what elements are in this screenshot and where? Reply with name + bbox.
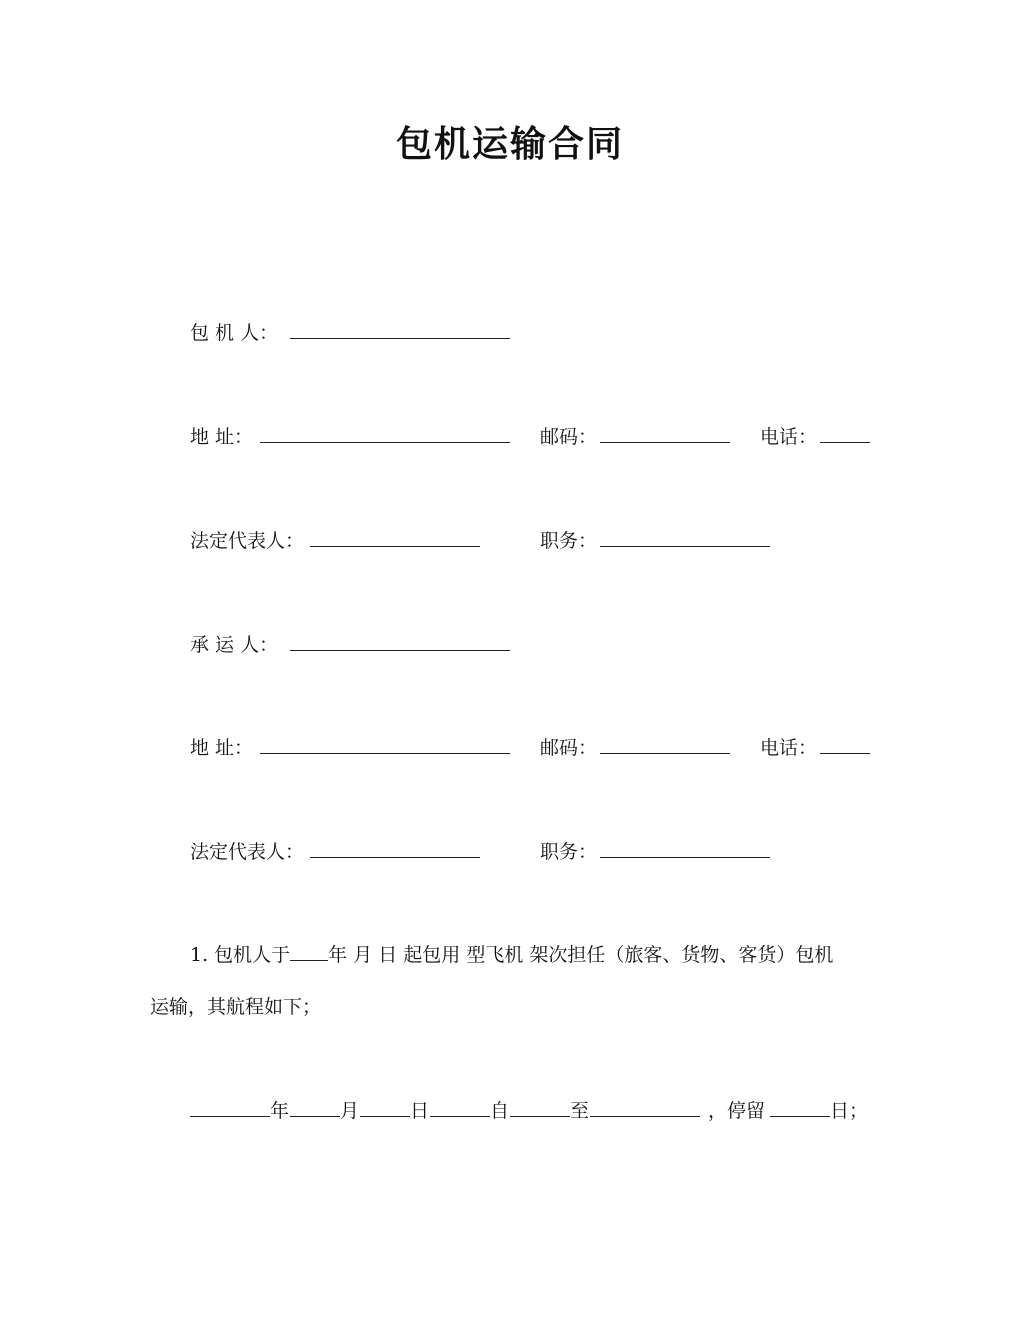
charterer-phone-field[interactable] <box>820 422 870 452</box>
carrier-postcode-label: 邮码： <box>540 737 598 759</box>
charterer-name-field[interactable] <box>290 318 510 348</box>
charterer-address-field[interactable] <box>260 422 510 452</box>
schedule-stay-label: ，停留 <box>708 1100 766 1122</box>
document-title: 包机运输合同 <box>395 124 624 165</box>
carrier-phone-label: 电话： <box>760 737 818 759</box>
carrier-position-label: 职务： <box>540 841 598 863</box>
schedule-year-field[interactable] <box>190 1096 270 1126</box>
clause-1-line-2: 运输，其航程如下； <box>150 996 322 1018</box>
carrier-rep-label: 法定代表人： <box>190 841 305 863</box>
carrier-rep-field[interactable] <box>310 837 480 867</box>
carrier-name-field[interactable] <box>290 630 510 660</box>
schedule-stay-days-field[interactable] <box>770 1096 830 1126</box>
charterer-postcode-label: 邮码： <box>540 426 598 448</box>
schedule-days-label: 日； <box>830 1100 869 1122</box>
schedule-from-label: 自 <box>490 1100 510 1122</box>
schedule-origin-field[interactable] <box>430 1096 490 1126</box>
carrier-phone-field[interactable] <box>820 733 870 763</box>
carrier-postcode-field[interactable] <box>600 733 730 763</box>
charterer-rep-field[interactable] <box>310 526 480 556</box>
clause-1-year-field[interactable] <box>290 944 328 966</box>
charterer-position-field[interactable] <box>600 526 770 556</box>
schedule-destination-field[interactable] <box>590 1096 700 1126</box>
carrier-address-label: 地 址： <box>190 737 254 759</box>
charterer-name-label: 包 机 人： <box>190 322 279 344</box>
clause-1-text-a: 1. 包机人于 <box>190 944 291 966</box>
charterer-rep-label: 法定代表人： <box>190 530 305 552</box>
charterer-position-label: 职务： <box>540 530 598 552</box>
carrier-address-field[interactable] <box>260 733 510 763</box>
schedule-departure-field[interactable] <box>510 1096 570 1126</box>
schedule-day-field[interactable] <box>360 1096 410 1126</box>
carrier-position-field[interactable] <box>600 837 770 867</box>
clause-1-text-b: 年 月 日 起包用 型飞机 架次担任（旅客、货物、客货）包机 <box>328 944 834 966</box>
schedule-month-label: 月 <box>340 1100 360 1122</box>
charterer-phone-label: 电话： <box>760 426 818 448</box>
charterer-postcode-field[interactable] <box>600 422 730 452</box>
schedule-month-field[interactable] <box>290 1096 340 1126</box>
carrier-name-label: 承 运 人： <box>190 634 279 656</box>
schedule-to-label: 至 <box>570 1100 590 1122</box>
schedule-year-label: 年 <box>270 1100 290 1122</box>
clause-1-line-1 <box>190 940 833 970</box>
charterer-address-label: 地 址： <box>190 426 254 448</box>
schedule-day-label: 日 <box>410 1100 430 1122</box>
